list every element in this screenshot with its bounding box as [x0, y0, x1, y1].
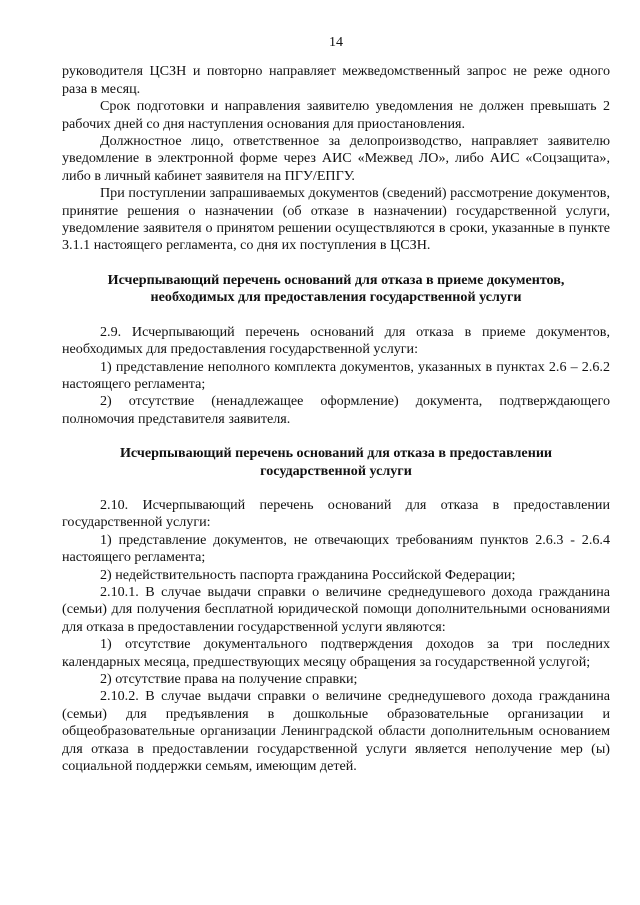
intro-paragraph-1: руководителя ЦСЗН и повторно направляет межведомственный запрос не реже одного раза в месяц.	[62, 63, 610, 97]
document-page	[62, 34, 610, 775]
spacer	[62, 480, 610, 497]
clause-2-10-2: 2.10.2. В случае выдачи справки о величине среднедушевого дохода гражданина (семьи) для предъявления в дошкольные образовательные организации и общеобразовательные организации Ленинградской области дополнительным основанием для отказа в предоставлении государственной услуги является неполучение мер (ы) социальной поддержки семьям, имеющим детей.	[62, 688, 610, 775]
spacer	[62, 307, 610, 324]
heading-line: Исчерпывающий перечень оснований для отказа в приеме документов,	[107, 271, 565, 288]
clause-2-9: 2.9. Исчерпывающий перечень оснований для отказа в приеме документов, необходимых для предоставления государственной услуги:	[62, 323, 610, 358]
intro-paragraph-4: При поступлении запрашиваемых документов (сведений) рассмотрение документов, принятие решения о назначении (об отказе в назначении) государственной услуги, уведомление заявителя о принятом решении осуществляются в сроки, указанные в пункте 3.1.1 настоящего регламента, со дня их поступления в ЦСЗН.	[62, 185, 610, 254]
heading-line: государственной услуги	[260, 462, 412, 479]
page-number: 14	[329, 35, 343, 50]
clause-2-10-1-item-1: 1) отсутствие документального подтверждения доходов за три последних календарных месяца, предшествующих месяцу обращения за государственной услугой;	[62, 636, 610, 670]
clause-2-10-item-2: 2) недействительность паспорта гражданина Российской Федерации;	[100, 566, 516, 583]
clause-2-10-1-item-2: 2) отсутствие права на получение справки;	[100, 671, 358, 687]
clause-2-10-1: 2.10.1. В случае выдачи справки о величине среднедушевого дохода гражданина (семьи) для получения бесплатной юридической помощи дополнительными основаниями для отказа в предоставлении государственной услуги являются:	[62, 583, 610, 635]
clause-2-9-item-2: 2) отсутствие (ненадлежащее оформление) документа, подтверждающего полномочия представителя заявителя.	[62, 393, 610, 427]
intro-paragraph-3: Должностное лицо, ответственное за делопроизводство, направляет заявителю уведомление в электронной форме через АИС «Межвед ЛО», либо АИС «Соцзащита», либо в личный кабинет заявителя на ПГУ/ЕПГУ.	[62, 133, 610, 184]
heading-line: Исчерпывающий перечень оснований для отказа в предоставлении	[119, 445, 553, 462]
section-heading-refuse-reception	[62, 272, 610, 307]
section-heading-refuse-service	[62, 445, 610, 480]
clause-2-10-item-1: 1) представление документов, не отвечающих требованиям пунктов 2.6.3 - 2.6.4 настоящего регламента;	[62, 531, 610, 566]
spacer	[62, 255, 610, 272]
spacer	[62, 428, 610, 445]
heading-line: необходимых для предоставления государственной услуги	[150, 289, 522, 306]
intro-paragraph-2: Срок подготовки и направления заявителю уведомления не должен превышать 2 рабочих дней со дня наступления основания для приостановления.	[62, 98, 610, 132]
clause-2-10: 2.10. Исчерпывающий перечень оснований для отказа в предоставлении государственной услуги:	[62, 496, 610, 531]
clause-2-9-item-1: 1) представление неполного комплекта документов, указанных в пунктах 2.6 – 2.6.2 настоящего регламента;	[62, 358, 610, 392]
